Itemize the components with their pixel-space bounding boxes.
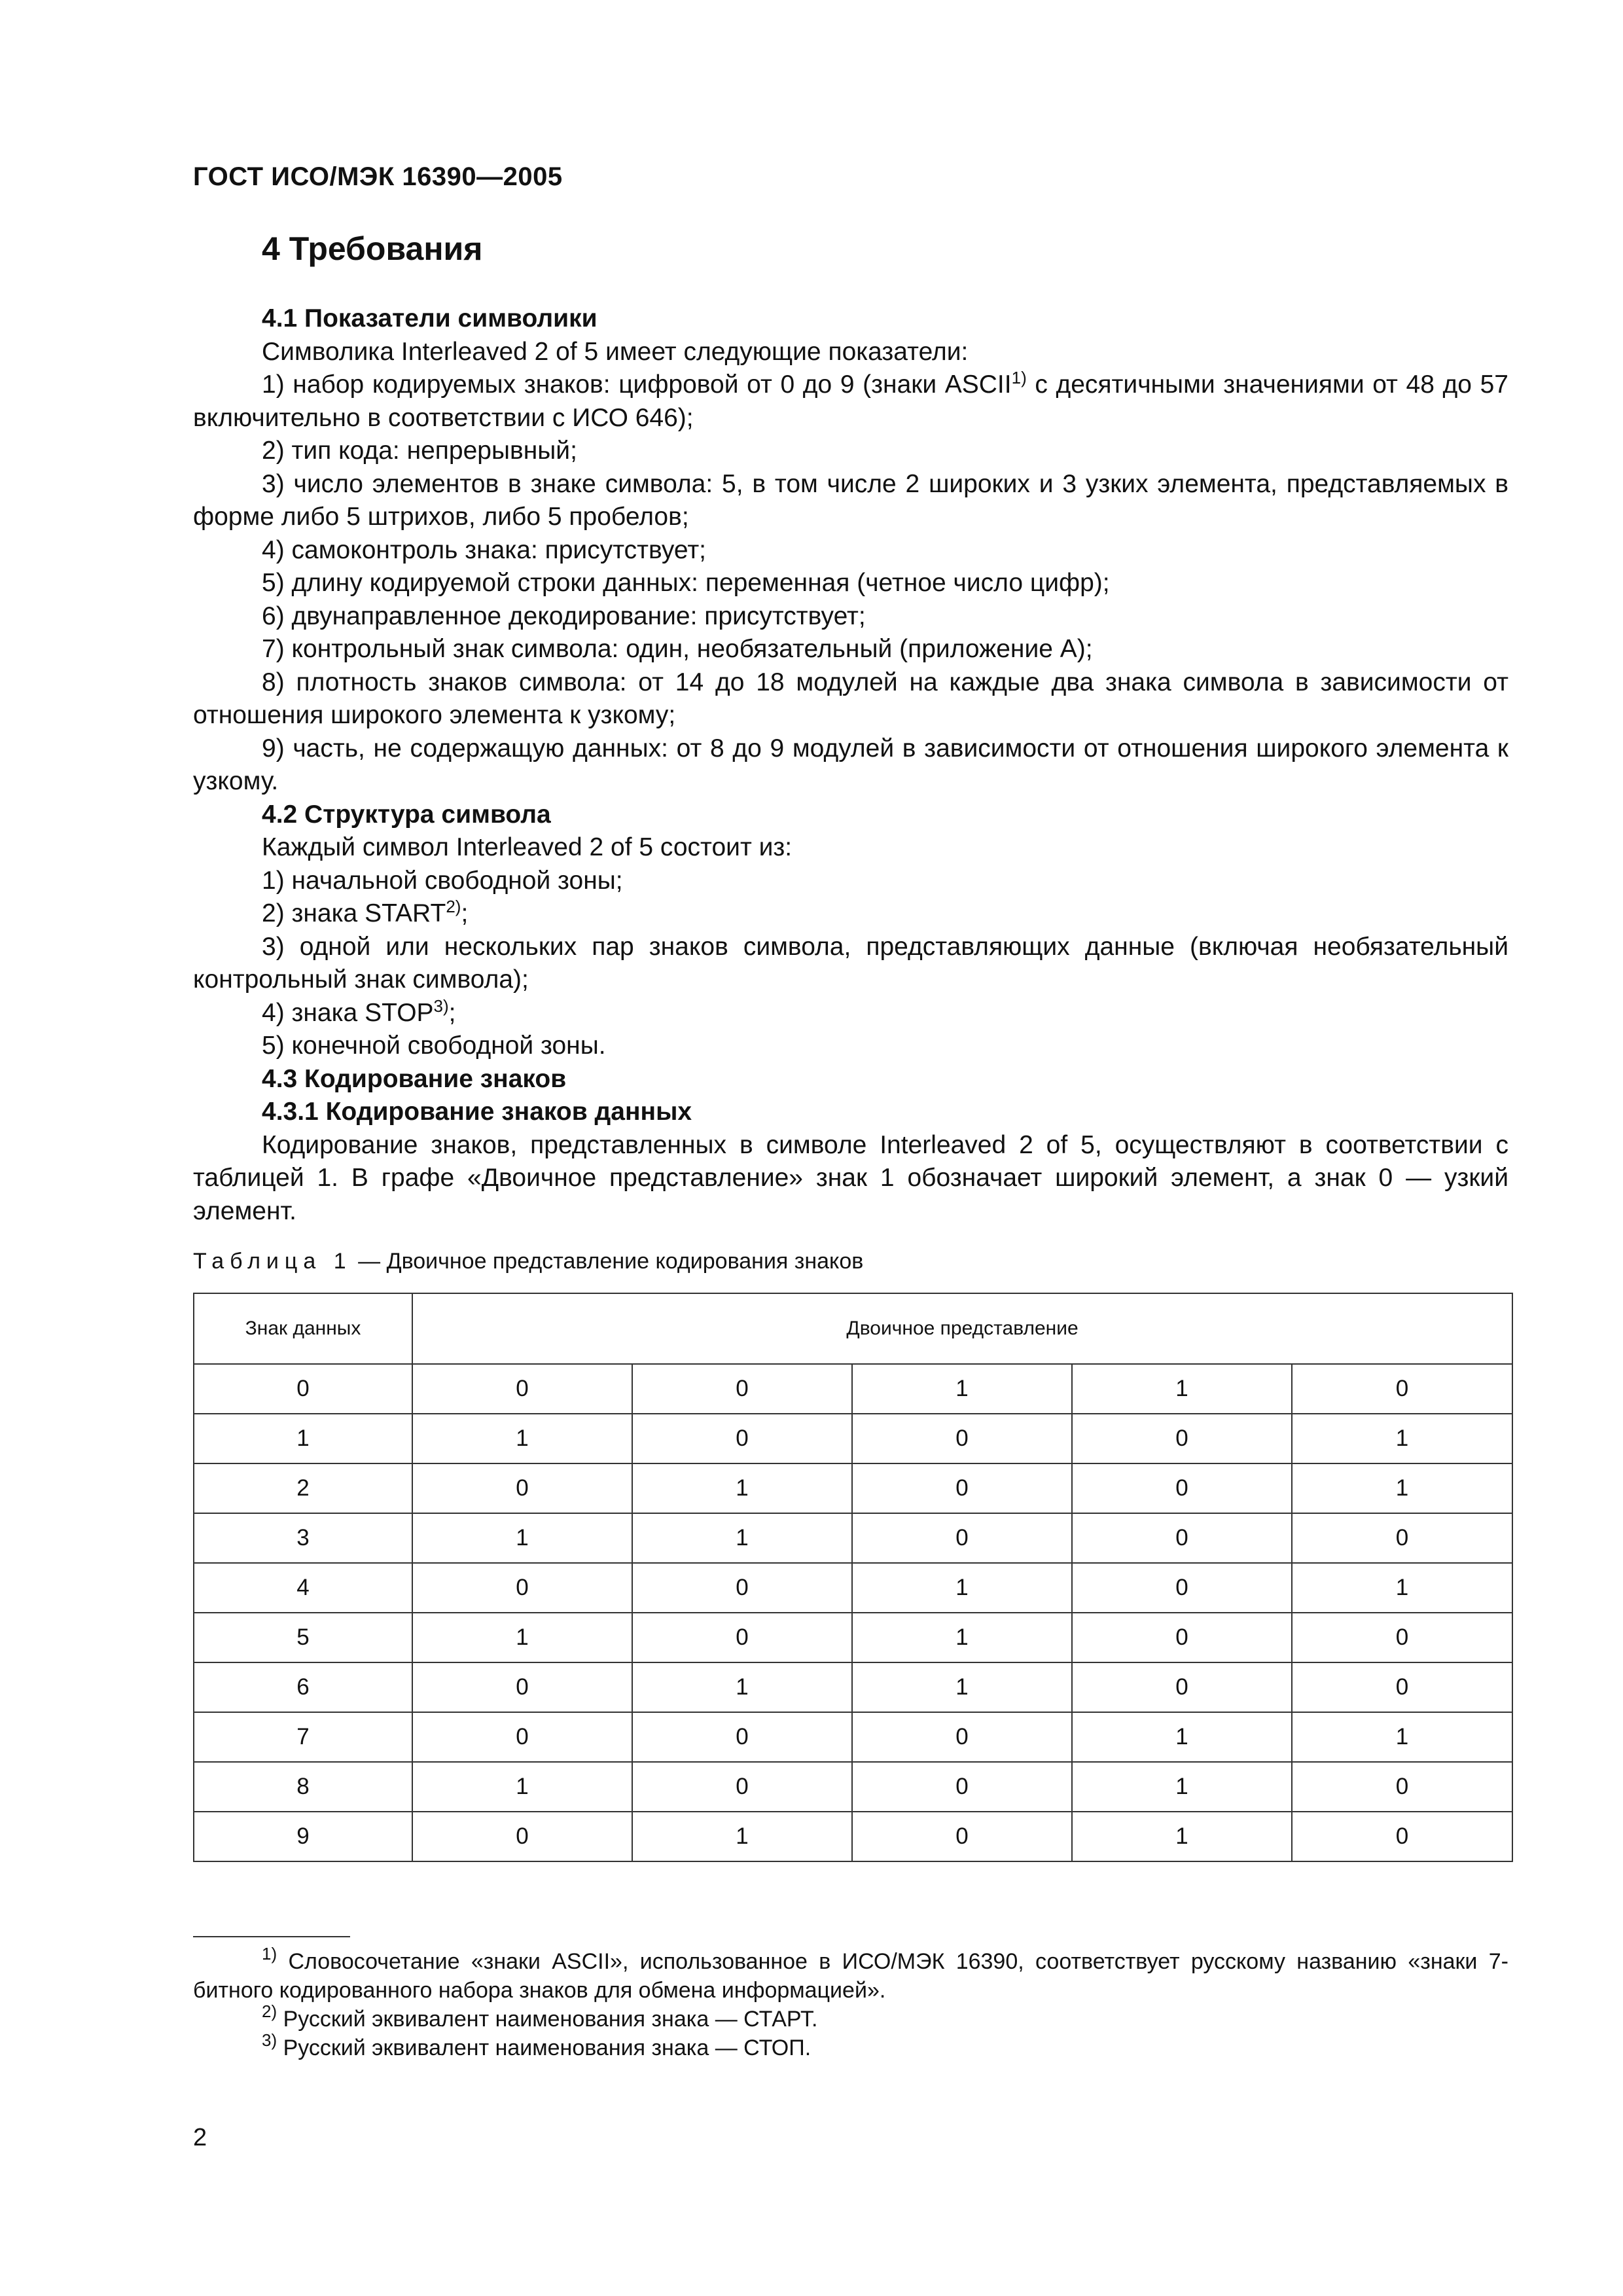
footnote [193,2030,1508,2062]
data-char-cell: 2 [194,1463,412,1513]
footnotes [193,1944,1508,2062]
binary-bit-cell: 0 [632,1364,852,1414]
list-item-text: 5) конечной свободной зоны. [262,1031,606,1060]
binary-bit-cell: 0 [1072,1463,1292,1513]
subsection-title-4-3-1: 4.3.1 Кодирование знаков данных [262,1098,692,1126]
table-row [194,1414,1512,1463]
table-body [194,1364,1512,1861]
binary-bit-cell: 1 [1072,1812,1292,1861]
binary-bit-cell: 1 [852,1563,1072,1613]
list-item [193,865,1508,898]
footnote-text: Русский эквивалент наименования знака — СТОП. [277,2036,812,2060]
data-char-cell: 1 [194,1414,412,1463]
footnote-mark: 3) [262,2030,277,2050]
binary-bit-cell: 0 [852,1414,1072,1463]
binary-bit-cell: 0 [412,1662,632,1712]
list-item-text: 3) одной или нескольких пар знаков символа, представляющих данные (включая необязательный контрольный знак символа); [193,932,1508,994]
binary-bit-cell: 1 [632,1812,852,1861]
data-char-cell: 7 [194,1712,412,1762]
list-item [193,1030,1508,1063]
binary-bit-cell: 0 [852,1762,1072,1812]
list-item-text-continued: ; [461,899,469,927]
binary-bit-cell: 0 [1292,1662,1512,1712]
list-item [193,600,1508,634]
paragraph-4-3-1: Кодирование знаков, представленных в символе Interleaved 2 of 5, осуществляют в соответствии с таблицей 1. В графе «Двоичное представление» знак 1 обозначает широкий элемент, а знак 0 — узкий элемент. [193,1130,1508,1225]
binary-bit-cell: 1 [1292,1463,1512,1513]
list-item-text: 9) часть, не содержащую данных: от 8 до 9 модулей в зависимости от отношения широкого элемента к узкому. [193,734,1508,795]
list-item [193,368,1508,435]
footnote-mark: 1) [262,1944,277,1964]
list-item-text: 1) набор кодируемых знаков: цифровой от 0 до 9 (знаки ASCII [262,370,1012,399]
table-caption-label: Таблица 1 [193,1249,352,1274]
footnote [193,2001,1508,2034]
list-item [193,997,1508,1030]
binary-bit-cell: 0 [1072,1513,1292,1563]
binary-bit-cell: 0 [632,1414,852,1463]
list-item-text: 6) двунаправленное декодирование: присутствует; [262,601,866,630]
binary-bit-cell: 1 [412,1762,632,1812]
list-item [193,468,1508,534]
binary-bit-cell: 0 [1292,1613,1512,1662]
list-item [193,732,1508,798]
data-char-cell: 4 [194,1563,412,1613]
footnote-text: Русский эквивалент наименования знака — СТАРТ. [277,2007,818,2032]
subsection-title-4-1: 4.1 Показатели символики [262,304,597,332]
binary-bit-cell: 1 [1292,1712,1512,1762]
table-caption-text: — Двоичное представление кодирования знаков [351,1249,864,1274]
binary-bit-cell: 1 [852,1613,1072,1662]
list-item [193,931,1508,997]
binary-bit-cell: 1 [1072,1762,1292,1812]
binary-bit-cell: 1 [1292,1563,1512,1613]
binary-bit-cell: 0 [852,1812,1072,1861]
list-item-text: 2) тип кода: непрерывный; [262,437,577,465]
subsection-title-4-2: 4.2 Структура символа [262,800,551,829]
list-item [193,567,1508,600]
footnote-reference: 3) [433,996,449,1016]
binary-bit-cell: 1 [1072,1364,1292,1414]
table-row [194,1613,1512,1662]
standard-header: ГОСТ ИСО/МЭК 16390—2005 [193,162,563,191]
list-4-1 [193,368,1508,798]
binary-bit-cell: 0 [632,1762,852,1812]
binary-bit-cell: 0 [1292,1762,1512,1812]
data-char-cell: 3 [194,1513,412,1563]
binary-bit-cell: 0 [412,1364,632,1414]
binary-bit-cell: 0 [1072,1563,1292,1613]
binary-encoding-table [193,1293,1513,1862]
footnote-divider [193,1936,350,1937]
binary-bit-cell: 0 [1072,1414,1292,1463]
data-char-cell: 8 [194,1762,412,1812]
list-item-text: 4) самоконтроль знака: присутствует; [262,535,707,564]
footnote-mark: 2) [262,2001,277,2021]
binary-bit-cell: 1 [412,1613,632,1662]
data-char-cell: 5 [194,1613,412,1662]
binary-bit-cell: 0 [1292,1812,1512,1861]
main-content [193,229,1508,1228]
footnote [193,1944,1508,2005]
list-item [193,897,1508,931]
column-header-binary: Двоичное представление [412,1293,1512,1364]
list-item [193,435,1508,468]
table-row [194,1364,1512,1414]
column-header-data-char: Знак данных [194,1293,412,1364]
list-item [193,666,1508,732]
data-char-cell: 9 [194,1812,412,1861]
footnote-reference: 2) [446,897,461,916]
list-item-text-continued: с десятичными значениями от 48 до 57 включительно в соответствии с ИСО 646); [193,370,1508,432]
binary-bit-cell: 1 [632,1513,852,1563]
binary-bit-cell: 0 [632,1712,852,1762]
binary-bit-cell: 1 [632,1662,852,1712]
table-row [194,1513,1512,1563]
binary-bit-cell: 0 [412,1463,632,1513]
list-item-text: 1) начальной свободной зоны; [262,866,623,895]
binary-bit-cell: 0 [412,1712,632,1762]
binary-bit-cell: 1 [1292,1414,1512,1463]
footnote-text: Словосочетание «знаки ASCII», использованное в ИСО/МЭК 16390, соответствует русскому названию «знаки 7-битного кодированного набора знаков для обмена информацией». [193,1949,1508,2003]
binary-bit-cell: 1 [412,1513,632,1563]
binary-bit-cell: 0 [412,1563,632,1613]
binary-bit-cell: 1 [412,1414,632,1463]
binary-bit-cell: 1 [852,1662,1072,1712]
binary-bit-cell: 0 [632,1613,852,1662]
list-4-2 [193,865,1508,1063]
data-char-cell: 0 [194,1364,412,1414]
list-item-text: 8) плотность знаков символа: от 14 до 18 модулей на каждые два знака символа в зависимости от отношения широкого элемента к узкому; [193,668,1508,729]
binary-bit-cell: 0 [1292,1513,1512,1563]
footnote-reference: 1) [1011,368,1027,387]
page-number: 2 [193,2124,207,2151]
binary-bit-cell: 0 [852,1712,1072,1762]
binary-bit-cell: 0 [1072,1613,1292,1662]
binary-bit-cell: 1 [1072,1712,1292,1762]
paragraph-4-1-intro: Символика Interleaved 2 of 5 имеет следующие показатели: [262,337,969,366]
list-item [193,633,1508,666]
binary-bit-cell: 1 [632,1463,852,1513]
paragraph-4-2-intro: Каждый символ Interleaved 2 of 5 состоит из: [262,833,793,861]
table-row [194,1712,1512,1762]
list-item-text: 3) число элементов в знаке символа: 5, в том числе 2 широких и 3 узких элемента, представляемых в форме либо 5 штрихов, либо 5 пробелов; [193,469,1508,531]
table-row [194,1563,1512,1613]
table-caption [193,1249,863,1274]
table-row [194,1812,1512,1861]
binary-bit-cell: 0 [412,1812,632,1861]
list-item-text: 5) длину кодируемой строки данных: переменная (четное число цифр); [262,569,1110,597]
list-item-text: 4) знака STOP [262,998,434,1027]
binary-bit-cell: 0 [632,1563,852,1613]
table-row [194,1762,1512,1812]
table-row [194,1662,1512,1712]
binary-bit-cell: 0 [852,1463,1072,1513]
data-char-cell: 6 [194,1662,412,1712]
table-header-row [194,1293,1512,1364]
subsection-title-4-3: 4.3 Кодирование знаков [262,1064,567,1093]
binary-bit-cell: 0 [1292,1364,1512,1414]
list-item [193,534,1508,567]
binary-bit-cell: 0 [852,1513,1072,1563]
binary-bit-cell: 0 [1072,1662,1292,1712]
section-title: 4 Требования [262,230,483,267]
table-row [194,1463,1512,1513]
binary-bit-cell: 1 [852,1364,1072,1414]
list-item-text: 2) знака START [262,899,446,927]
list-item-text-continued: ; [448,998,456,1027]
list-item-text: 7) контрольный знак символа: один, необязательный (приложение А); [262,635,1093,663]
